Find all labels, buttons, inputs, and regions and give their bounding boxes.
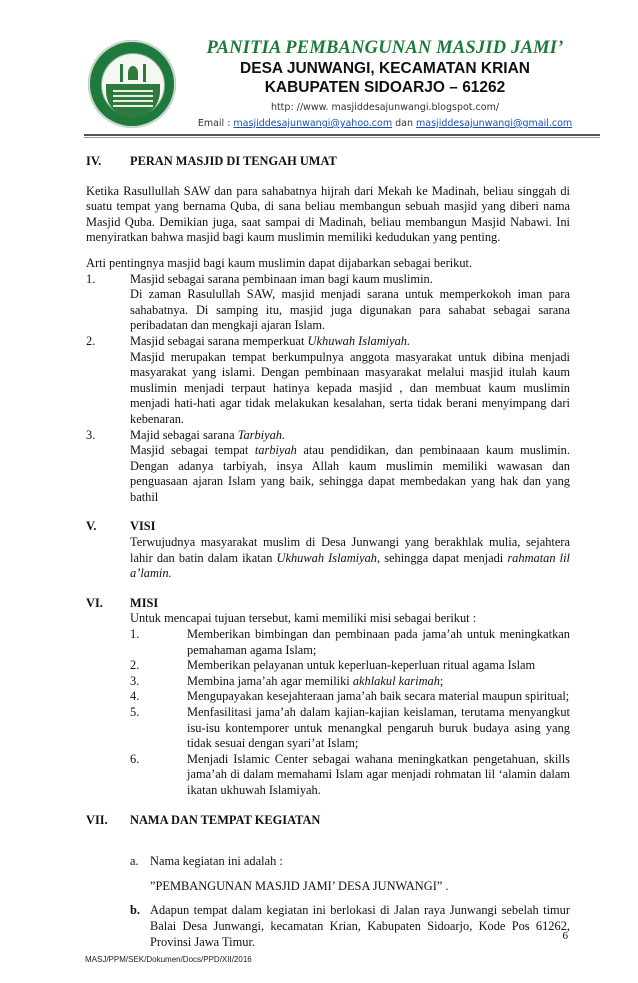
list-item: 5. Menfasilitasi jama’ah dalam kajian-kajian keislaman, terutama menyangkut isu-isu kontemporer untuk menangkal pengaruh buruk budaya asing yang tidak sesuai dengan syari’at Islam; (130, 705, 570, 751)
section-heading-vii: VII. NAMA DAN TEMPAT KEGIATAN (86, 812, 321, 827)
header-divider (84, 134, 600, 136)
list-item: 2. Masjid sebagai sarana memperkuat Ukhuwah Islamiyah. (86, 333, 411, 348)
org-website[interactable]: http: //www. masjiddesajunwangi.blogspot.com/ (270, 102, 500, 113)
activity-name: ”PEMBANGUNAN MASJID JAMI’ DESA JUNWANGI” . (150, 878, 449, 893)
section-iv-lead: Arti pentingnya masjid bagi kaum muslimin dapat dijabarkan sebagai berikut. (86, 255, 473, 270)
logo-emblem (101, 53, 165, 117)
org-address-line2: KABUPATEN SIDOARJO – 61262 (264, 79, 506, 96)
org-title: PANITIA PEMBANGUNAN MASJID JAMI’ (206, 38, 564, 58)
list-item: 4. Mengupayakan kesejahteraan jama’ah baik secara material maupun spiritual; (130, 689, 570, 704)
section-vi-lead: Untuk mencapai tujuan tersebut, kami memiliki misi sebagai berikut : (130, 611, 477, 626)
activity-item-b: b. Adapun tempat dalam kegiatan ini berlokasi di Jalan raya Junwangi sebelah timur Balai Desa Junwangi, kecamatan Krian, Kabupaten Sidoarjo, Kode Pos 61262, Provinsi Jawa Timur. (130, 903, 570, 949)
org-email-line: Email : masjiddesajunwangi@yahoo.com dan masjiddesajunwangi@gmail.com (197, 118, 573, 129)
document-code: MASJ/PPM/SEK/Dokumen/Docs/PPD/XII/2016 (85, 955, 252, 964)
section-iv-intro: Ketika Rasullullah SAW dan para sahabatnya hijrah dari Mekah ke Madinah, beliau singgah di suatu tempat yang bernama Quba, di sana beliau membangun sebuah masjid yang diberi nama Masjid Quba. Demikian juga, saat sampai di Madinah, beliau membangun Masjid Nabawi. Ini menyiratkan bahwa masjid bagi kaum muslimin memiliki kedudukan yang penting. (86, 183, 570, 245)
mosque-logo (88, 40, 176, 128)
list-item: 3. Membina jama’ah agar memiliki akhlakul karimah; (130, 673, 444, 688)
letterhead (180, 37, 590, 132)
section-v-body: Terwujudnya masyarakat muslim di Desa Junwangi yang berakhlak mulia, sejahtera lahir dan batin dalam ikatan Ukhuwah Islamiyah, sehingga dapat menjadi rahmatan lil a’lamin. (130, 535, 570, 581)
list-item: 2. Memberikan pelayanan untuk keperluan-keperluan ritual agama Islam (130, 658, 536, 673)
list-item: 1. Masjid sebagai sarana pembinaan iman bagi kaum muslimin. (86, 271, 433, 286)
mission-list (86, 627, 570, 799)
list-item-body: Masjid sebagai tempat tarbiyah atau pendidikan, dan pembinaaan kaum muslimin. Dengan adanya tarbiyah, insya Allah kaum muslimin memiliki wawasan dan penguasaan ajaran Islam yang baik, sehingga dapat membedakan yang hak dan yang bathil (130, 443, 570, 504)
page-number: 6 (562, 930, 568, 942)
section-heading-v: V. VISI (86, 519, 156, 534)
section-heading-vi: VI. MISI (86, 595, 159, 610)
email-link-gmail[interactable]: masjiddesajunwangi@gmail.com (416, 118, 573, 129)
list-item-body: Masjid merupakan tempat berkumpulnya anggota masyarakat untuk dibina menjadi masyarakat yang islami. Dengan pembinaan masyarakat melalui masjid itulah kaum muslimin menjadi terpaut hatinya kepada masjid , dan membuat kaum muslimin menjadi hati-hati agar tidak melakukan kesalahan, serta tidak berani menyimpang dari kebenaran. (130, 349, 570, 426)
email-link-yahoo[interactable]: masjiddesajunwangi@yahoo.com (233, 118, 393, 129)
activity-item-a: a. Nama kegiatan ini adalah : ”PEMBANGUNAN MASJID JAMI’ DESA JUNWANGI” . (86, 854, 570, 894)
list-item: 3. Majid sebagai sarana Tarbiyah. (86, 427, 286, 442)
document-body (86, 150, 570, 950)
org-address-line1: DESA JUNWANGI, KECAMATAN KRIAN (240, 60, 530, 77)
list-item: 6. Menjadi Islamic Center sebagai wahana meningkatkan pengetahuan, skills jama’ah di dalam memahami Islam agar menjadi rohmatan lil ‘alamin dalam ikatan ukhuwah Islamiyah. (130, 751, 570, 797)
section-heading-iv: IV. PERAN MASJID DI TENGAH UMAT (86, 154, 337, 168)
header-divider-thin (84, 137, 600, 138)
list-item-body: Di zaman Rasulullah SAW, masjid menjadi sarana untuk memperkokoh iman para sahabatnya. Di samping itu, masjid juga digunakan para sahabat sebagai sarana peribadatan dan mengkaji ajaran Islam. (130, 287, 570, 333)
list-item: 1. Memberikan bimbingan dan pembinaan pada jama’ah untuk meningkatkan pemahaman agama Islam; (130, 627, 570, 657)
